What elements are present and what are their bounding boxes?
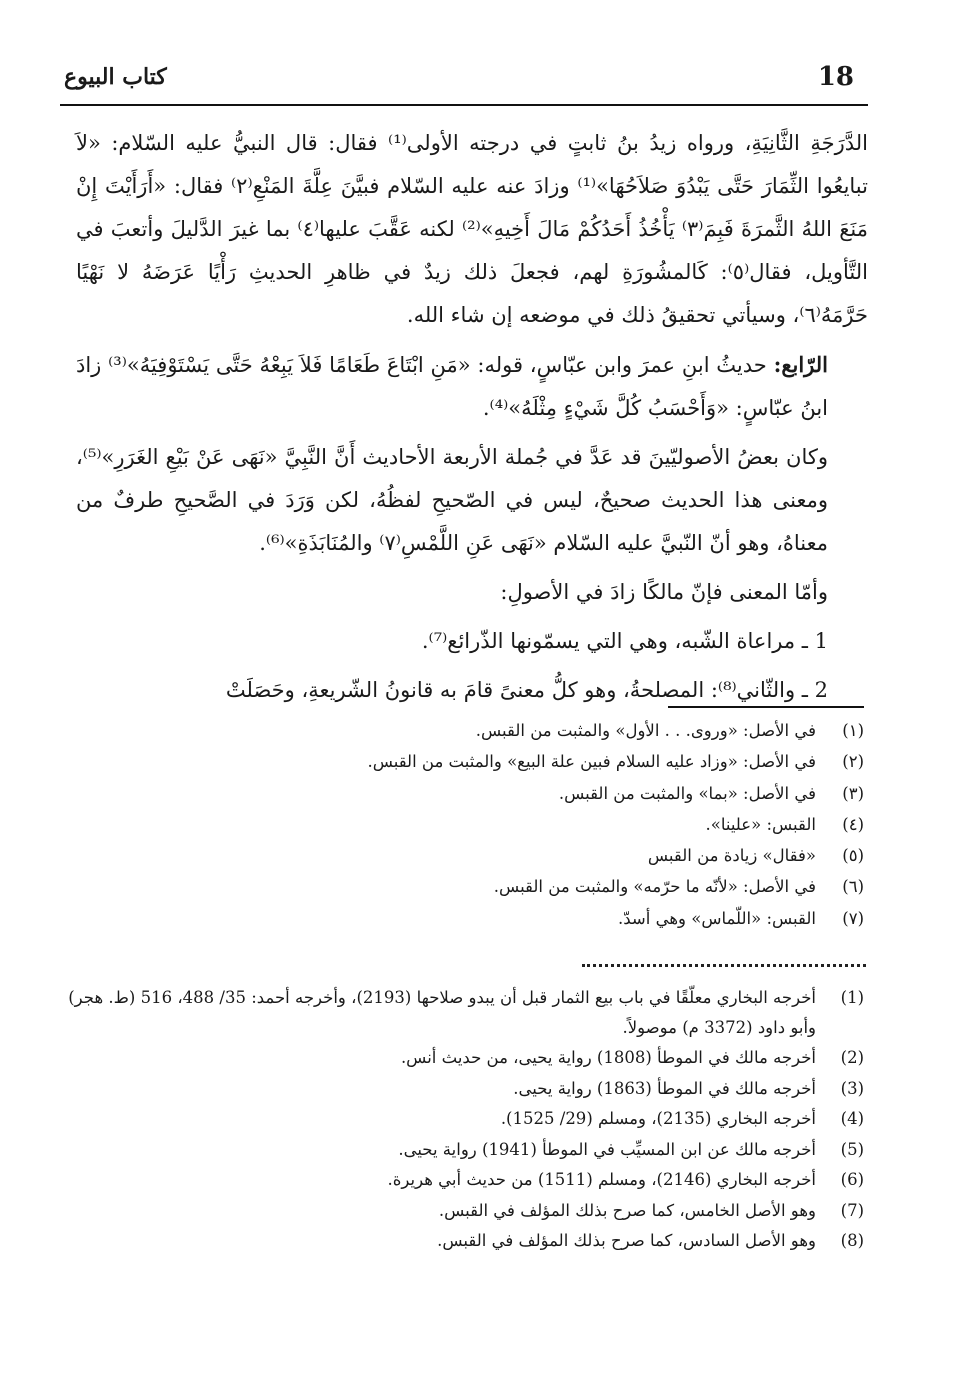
list-item-1: 1 ـ مراعاة الشّبه، وهي التي يسمّونها الذّرائع⁽⁷⁾. [421,629,828,653]
source-note [60,1135,866,1166]
note-text: أخرجه مالك في الموطأ (1808) رواية يحيى، من حديث أنس. [400,1048,816,1067]
footnote-separator [668,706,864,708]
note-text: القبس: «اللّماس» وهي أسدّ. [618,908,816,928]
source-note [60,1043,866,1074]
source-note [60,1104,866,1135]
note-number: (٣) [842,783,864,803]
paragraph-3: وكان بعضُ الأصوليّينَ قد عَدَّ في جُملة الأربعة الأحاديث أَنَّ النَّبِيَّ «نَهَى عَنْ بَيْعِ الغَرَرِ»⁽⁵⁾، ومعنى هذا الحديث صحيحٌ، ليس في الصّحيحِ لفظُهُ، لكن وَرَدَ في الصَّحيحِ طرفٌ من معناهُ، وهو أنّ النّبيَّ عليه السّلام «نَهَى عَنِ اللَّمْسِ⁽٧⁾ والمُنَابَذَةِ»⁽⁶⁾. [76,445,828,555]
note-number: (٤) [842,814,864,834]
note-number: (5) [840,1139,864,1159]
note-text: القبس: «علينا». [705,814,816,834]
source-note [60,983,866,1043]
source-note [60,1165,866,1196]
note-text: «فقال» زيادة من القبس [647,846,816,866]
source-note [60,1196,866,1227]
note-number: (6) [840,1170,864,1189]
note-number: (٦) [842,877,864,897]
variant-note [100,746,866,777]
page-number: 18 [817,62,854,92]
variant-note [100,840,866,871]
note-number: (١) [842,721,864,740]
note-text: في الأصل: «وزاد عليه السلام فبين علة البيع» والمثبت من القبس. [367,752,816,772]
note-text: أخرجه مالك في الموطأ (1863) رواية يحيى. [513,1078,816,1098]
source-note [60,1074,866,1105]
paragraph-2-text: حديثُ ابنِ عمرَ وابن عبّاسٍ، قوله: «مَنِ ابْتَاعَ طَعَامًا فَلاَ يَبِعْهُ حَتَّى يَسْتَوْفِيَهُ»⁽³⁾ زادَ ابنُ عبّاسٍ: «وَأَحْسَبُ كُلَّ شَيْءٍ مِثْلَهُ»⁽⁴⁾. [76,353,828,420]
variant-note [100,715,866,746]
paragraph-2 [76,343,868,430]
note-number: (٥) [842,846,864,866]
note-number: (7) [840,1200,864,1220]
paragraph-2-lead: الرّابع: [773,352,828,377]
variant-note [100,903,866,934]
note-text: في الأصل: «بما» والمثبت من القبس. [558,783,816,803]
note-number: (3) [840,1078,864,1098]
note-text: في الأصل: «لأنّه ما حرّمه» والمثبت من القبس. [493,877,816,897]
dotted-separator [582,964,866,967]
note-text: في الأصل: «وروى. . . الأول» والمثبت من القبس. [475,721,816,740]
variant-note [100,871,866,902]
paragraph-1: الدَّرَجَةِ الثَّانِيَةِ، ورواه زيدُ بنُ ثابتٍ في درجته الأولى⁽¹⁾ فقال: قال النبيُّ عليه السّلام: «لاَ تبايعُوا الثِّمَارَ حَتَّى يَبْدُوَ صَلاَحُهَا»⁽¹⁾ وزادَ عنه عليه السّلام فبيَّنَ عِلَّةَ المَنْعِ⁽٢⁾ فقال: «أَرَأَيْتَ إِنْ مَنَعَ اللهُ الثَّمرَةَ فَبِمَ⁽٣⁾ يَأْخُذُ أَحَدُكُمْ مَالَ أَخِيهِ»⁽²⁾ لكنه عَقَّبَ عليها⁽٤⁾ بما غيرَ الدَّليلَ وأتعبَ في التَّأويل، فقال⁽٥⁾: كَالمشُورَةِ لهم، فجعلَ ذلك زيدٌ في ظاهرِ الحديثِ رَأْيًا عَرَضَهُ لا نَهْيًا حَرَّمَهُ⁽٦⁾، وسيأتي تحقيقُ ذلك في موضعه إن شاء الله. [76,131,868,327]
running-title: كتاب البيوع [64,64,167,90]
paragraph-4: وأمّا المعنى فإنّ مالكًا زادَ في الأصولِ: [500,580,828,604]
list-item-2: 2 ـ والثّاني⁽⁸⁾: المصلحةُ، وهو كلُّ معنىً قامَ به قانونُ الشّريعةِ، وحَصَلَتْ [225,678,828,702]
note-number: (2) [840,1048,864,1067]
note-text: أخرجه البخاري معلّقًا في باب بيع الثمار قبل أن يبدو صلاحها (2193)، وأخرجه أحمد: 35/ 488، 516 (ط. هجر) وأبو داود (3372 م) موصولاً. [68,988,816,1037]
source-note [60,1226,866,1257]
note-text: أخرجه مالك عن ابن المسيِّب في الموطأ (1941) رواية يحيى. [398,1139,816,1159]
variant-note [100,809,866,840]
header-rule [60,104,868,106]
note-number: (4) [840,1109,864,1128]
note-number: (8) [840,1231,864,1250]
note-text: أخرجه البخاري (2135)، ومسلم (29/ 1525). [500,1109,816,1128]
note-text: وهو الأصل السادس، كما صرح بذلك المؤلف في القبس. [437,1231,816,1250]
variant-footnotes [100,715,866,934]
note-number: (٧) [842,908,864,928]
page-header [60,58,866,102]
source-footnotes [60,983,866,1257]
note-text: أخرجه البخاري (2146)، ومسلم (1511) من حديث أبي هريرة. [387,1170,816,1189]
note-number: (٢) [842,752,864,772]
main-text [76,122,868,718]
note-text: وهو الأصل الخامس، كما صرح بذلك المؤلف في القبس. [438,1200,816,1220]
variant-note [100,778,866,809]
note-number: (1) [840,988,864,1007]
